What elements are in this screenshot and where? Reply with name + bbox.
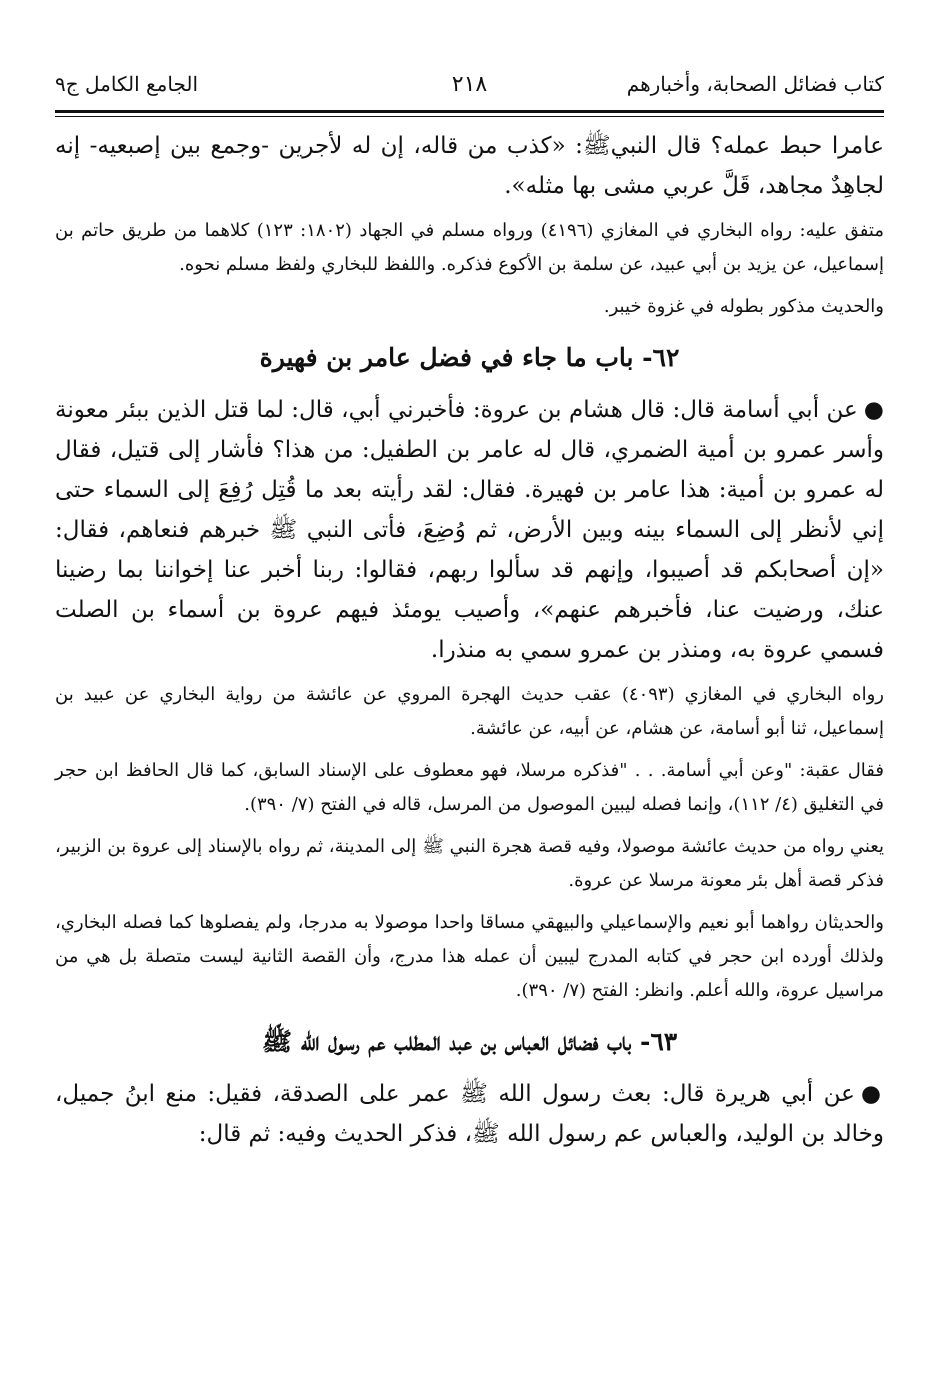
page-body bbox=[55, 126, 884, 1154]
header-book-title: كتاب فضائل الصحابة، وأخبارهم bbox=[626, 72, 884, 96]
takhrij-note: رواه البخاري في المغازي (٤٠٩٣) عقب حديث الهجرة المروي عن عائشة من رواية البخاري عن عبيد بن إسماعيل، ثنا أبو أسامة، عن هشام، عن أبيه، عن عائشة. bbox=[55, 684, 884, 739]
hadith-paragraph bbox=[55, 1074, 884, 1154]
page-number: ٢١٨ bbox=[451, 71, 488, 97]
note-line: والحديث مذكور بطوله في غزوة خيبر. bbox=[603, 296, 884, 317]
hadith-text: عن أبي هريرة قال: بعث رسول الله ﷺ عمر على الصدقة، فقيل: منع ابنُ جميل، وخالد بن الوليد، والعباس عم رسول الله ﷺ، فذكر الحديث وفيه: ثم قال: bbox=[55, 1081, 884, 1147]
bullet-icon: ● bbox=[863, 397, 884, 423]
header-volume: الجامع الكامل ج٩ bbox=[55, 72, 199, 96]
chapter-heading-63: ٦٣- باب فضائل العباس بن عبد المطلب عم رسول الله ﷺ bbox=[261, 1027, 678, 1056]
hadith-paragraph bbox=[55, 390, 884, 670]
page-header bbox=[55, 64, 884, 104]
chapter-heading-62: ٦٢- باب ما جاء في فضل عامر بن فهيرة bbox=[259, 343, 680, 372]
commentary-note: فقال عقبة: "وعن أبي أسامة. . . "فذكره مرسلا، فهو معطوف على الإسناد السابق، كما قال الحافظ ابن حجر في التغليق (٤/ ١١٢)، وإنما فصله ليبين الموصول من المرسل، قاله في الفتح (٧/ ٣٩٠). bbox=[55, 760, 884, 815]
commentary-note: والحديثان رواهما أبو نعيم والإسماعيلي والبيهقي مساقا واحدا موصولا به مدرجا، ولم يفصلوها كما فصله البخاري، ولذلك أورده ابن حجر في كتابه المدرج ليبين أن عمله هذا مدرج، وأن القصة الثانية ليست متصلة بل هي من مراسيل عروة، والله أعلم. وانظر: الفتح (٧/ ٣٩٠). bbox=[55, 912, 884, 1001]
header-rule-thick bbox=[55, 110, 884, 113]
hadith-continuation: عامرا حبط عمله؟ قال النبيﷺ: «كذب من قاله، إن له لأجرين -وجمع بين إصبعيه- إنه لجاهِدٌ مجاهد، قَلَّ عربي مشى بها مثله». bbox=[55, 133, 884, 199]
header-rule-thin bbox=[55, 116, 884, 117]
hadith-text: عن أبي أسامة قال: قال هشام بن عروة: فأخبرني أبي، قال: لما قتل الذين ببئر معونة وأسر عمرو بن أمية الضمري، قال له عامر بن الطفيل: من هذا؟ فأشار إلى قتيل، فقال له عمرو بن أمية: هذا عامر بن فهيرة. فقال: لقد رأيته بعد ما قُتِل رُفِعَ إلى السماء حتى إني لأنظر إلى السماء بينه وبين الأرض، ثم وُضِعَ، فأتى النبي ﷺ خبرهم فنعاهم، فقال: «إن أصحابكم قد أصيبوا، وإنهم قد سألوا ربهم، فقالوا: ربنا أخبر عنا إخواننا بما رضينا عنك، ورضيت عنا، فأخبرهم عنهم»، وأصيب يومئذ فيهم عروة بن أسماء بن الصلت فسمي عروة به، ومنذر بن عمرو سمي به منذرا. bbox=[55, 397, 884, 663]
commentary-note: يعني رواه من حديث عائشة موصولا، وفيه قصة هجرة النبي ﷺ إلى المدينة، ثم رواه بالإسناد إلى عروة بن الزبير، فذكر قصة أهل بئر معونة مرسلا عن عروة. bbox=[55, 836, 884, 891]
takhrij-note: متفق عليه: رواه البخاري في المغازي (٤١٩٦) ورواه مسلم في الجهاد (١٨٠٢: ١٢٣) كلاهما من طريق حاتم بن إسماعيل، عن يزيد بن أبي عبيد، عن سلمة بن الأكوع فذكره. واللفظ للبخاري ولفظ مسلم نحوه. bbox=[55, 220, 884, 275]
bullet-icon: ● bbox=[860, 1081, 885, 1107]
